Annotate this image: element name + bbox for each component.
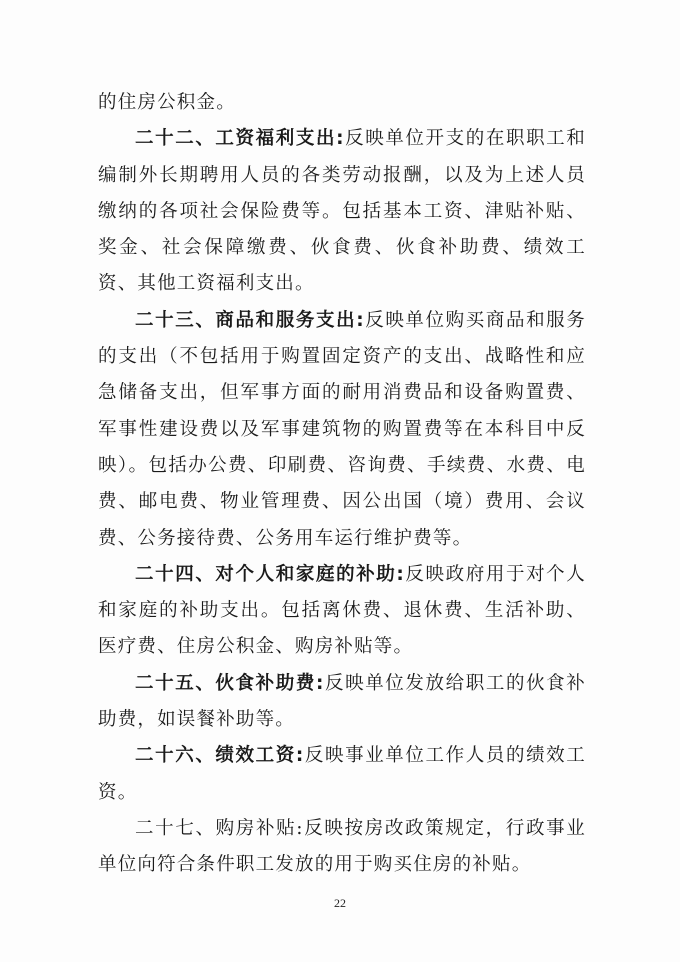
item-26-paragraph xyxy=(98,738,586,811)
item-23-paragraph xyxy=(98,303,586,557)
item-22-paragraph xyxy=(98,121,586,302)
item-24-heading: 二十四、对个人和家庭的补助: xyxy=(135,563,406,585)
item-27-paragraph xyxy=(98,811,586,884)
item-23-heading: 二十三、商品和服务支出: xyxy=(135,309,365,331)
item-25-body: 反映单位发放给职工的伙食补助费，如误餐补助等。 xyxy=(98,672,586,731)
item-25-paragraph xyxy=(98,666,586,739)
item-23-body: 反映单位购买商品和服务的支出（不包括用于购置固定资产的支出、战略性和应急储备支出，但军事方面的耐用消费品和设备购置费、军事性建设费以及军事建筑物的购置费等在本科目中反映）。包括办公费、印刷费、咨询费、手续费、水费、电费、邮电费、物业管理费、因公出国（境）费用、会议费、公务接待费、公务用车运行维护费等。 xyxy=(98,309,586,549)
item-27-body: 反映按房改政策规定，行政事业单位向符合条件职工发放的用于购买住房的补贴。 xyxy=(98,817,586,876)
item-22-heading: 二十二、工资福利支出: xyxy=(135,128,345,150)
item-22-body: 反映单位开支的在职职工和编制外长期聘用人员的各类劳动报酬，以及为上述人员缴纳的各项社会保险费等。包括基本工资、津贴补贴、奖金、社会保障缴费、伙食费、伙食补助费、绩效工资、其他工资福利支出。 xyxy=(98,128,586,295)
continuation-paragraph: 的住房公积金。 xyxy=(98,92,236,113)
item-26-body: 反映事业单位工作人员的绩效工资。 xyxy=(98,745,586,803)
item-27-heading: 二十七、购房补贴: xyxy=(135,817,304,839)
document-body xyxy=(98,85,586,884)
page-number: 22 xyxy=(334,896,346,910)
item-25-heading: 二十五、伙食补助费: xyxy=(135,672,325,694)
item-24-body: 反映政府用于对个人和家庭的补助支出。包括离休费、退休费、生活补助、医疗费、住房公积金、购房补贴等。 xyxy=(98,563,586,658)
item-26-heading: 二十六、绩效工资: xyxy=(135,745,305,767)
item-24-paragraph xyxy=(98,557,586,666)
